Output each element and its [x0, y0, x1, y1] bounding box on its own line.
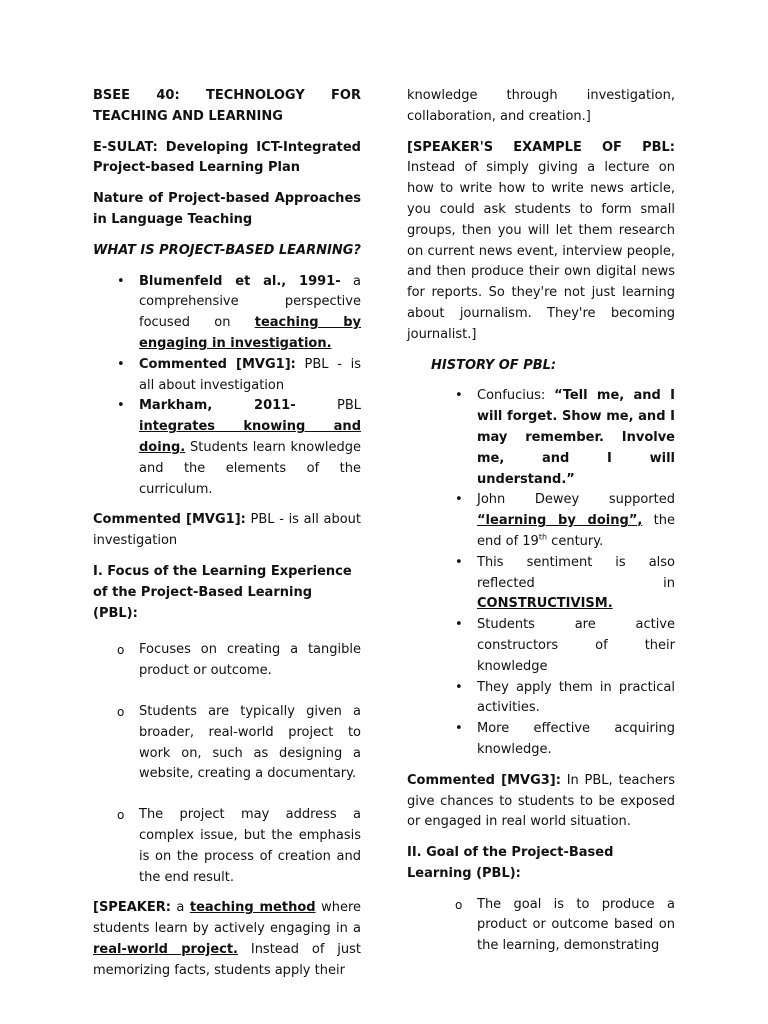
comment-text: PBL - is all about investigation	[93, 512, 362, 549]
list-item	[139, 355, 361, 397]
dewey-text: century.	[547, 533, 604, 549]
bullet-text: PBL - is all about investigation	[139, 356, 361, 393]
right-column	[407, 86, 675, 967]
list-item: o Focuses on creating a tangible product or outcome.	[139, 640, 361, 682]
speaker-text: Instead of just memorizing facts, students apply their	[93, 941, 361, 978]
confucius-quote: “Tell me, and I will forget. Show me, and I may remember. Involve me, and I will understand.”	[477, 388, 676, 487]
focus-list	[93, 640, 361, 888]
example-label: [SPEAKER'S EXAMPLE OF PBL:	[407, 139, 675, 155]
list-item	[139, 396, 361, 500]
example-paragraph	[407, 138, 675, 346]
dewey-text: the end of 19	[477, 513, 676, 549]
continuation-paragraph: knowledge through investigation, collaboration, and creation.]	[407, 88, 675, 124]
nature-heading: Nature of Project-based Approaches in Language Teaching	[93, 191, 361, 227]
left-column	[93, 86, 361, 991]
comment-paragraph	[93, 510, 361, 552]
confucius-label: Confucius:	[477, 388, 555, 404]
dewey-text: John Dewey supported	[477, 492, 675, 508]
dewey-underline: “learning by doing”,	[477, 513, 643, 529]
speaker-paragraph	[93, 898, 361, 981]
focus-heading: I. Focus of the Learning Experience of the Project-Based Learning (PBL):	[93, 563, 352, 621]
speaker-underline: teaching method	[189, 900, 316, 916]
goal-heading: II. Goal of the Project-Based Learning (PBL):	[407, 845, 614, 881]
list-item: • Students are active constructors of their knowledge	[477, 615, 675, 677]
bullet-bold: Markham, 2011-	[139, 398, 296, 414]
list-item: o The project may address a complex issue, but the emphasis is on the process of creation and the end result.	[139, 805, 361, 888]
list-item: • They apply them in practical activities.	[477, 678, 675, 720]
comment3-label: Commented [MVG3]:	[407, 772, 561, 788]
bullet-text: a comprehensive perspective focused on	[139, 273, 361, 331]
speaker-text: a	[170, 900, 190, 916]
list-item	[139, 272, 361, 355]
course-title: BSEE 40: TECHNOLOGY FOR TEACHING AND LEARNING	[93, 88, 361, 124]
dewey-sup: th	[538, 532, 548, 542]
bullet-underline: integrates knowing and doing.	[139, 419, 361, 455]
bullet-bold: Commented [MVG1]:	[139, 356, 296, 372]
bullet-text: PBL	[295, 398, 361, 414]
comment-label: Commented [MVG1]:	[93, 512, 246, 528]
example-text: Instead of simply giving a lecture on how to write how to write news article, you could ask students to form small groups, then you will let them research on current news event, interview people, and then produce their own digital news for reports. So they're not just learning about journalism. They're becoming journalist.]	[407, 160, 675, 342]
comment3-text: In PBL, teachers give chances to students to be exposed or engaged in real world situation.	[407, 772, 676, 830]
speaker-text: where students learn by actively engaging in a	[93, 900, 361, 937]
history-heading: HISTORY OF PBL:	[431, 357, 557, 373]
list-item: • More effective acquiring knowledge.	[477, 719, 675, 761]
goal-list	[407, 895, 675, 957]
list-item: o The goal is to produce a product or outcome based on the learning, demonstrating	[477, 895, 675, 957]
constructivism-underline: CONSTRUCTIVISM.	[477, 596, 613, 612]
history-list	[407, 386, 675, 760]
list-item	[477, 386, 675, 490]
bullet-underline: teaching by engaging in investigation.	[139, 315, 361, 351]
list-item: o Students are typically given a broader, real-world project to work on, such as designing a website, creating a documentary.	[139, 702, 361, 785]
definition-list	[93, 272, 361, 501]
esulat-title: E-SULAT: Developing ICT-Integrated Project-based Learning Plan	[93, 139, 361, 176]
list-item	[477, 553, 675, 615]
speaker-label: [SPEAKER:	[93, 900, 171, 916]
speaker-underline: real-world project.	[93, 941, 238, 957]
what-is-heading: WHAT IS PROJECT-BASED LEARNING?	[93, 242, 361, 258]
bullet-bold: Blumenfeld et al., 1991-	[139, 273, 341, 289]
bullet-after: Students learn knowledge and the elements of the curriculum.	[139, 439, 361, 497]
constructivism-text: This sentiment is also reflected in	[477, 554, 675, 591]
comment3-paragraph	[407, 771, 675, 833]
list-item	[477, 490, 675, 552]
